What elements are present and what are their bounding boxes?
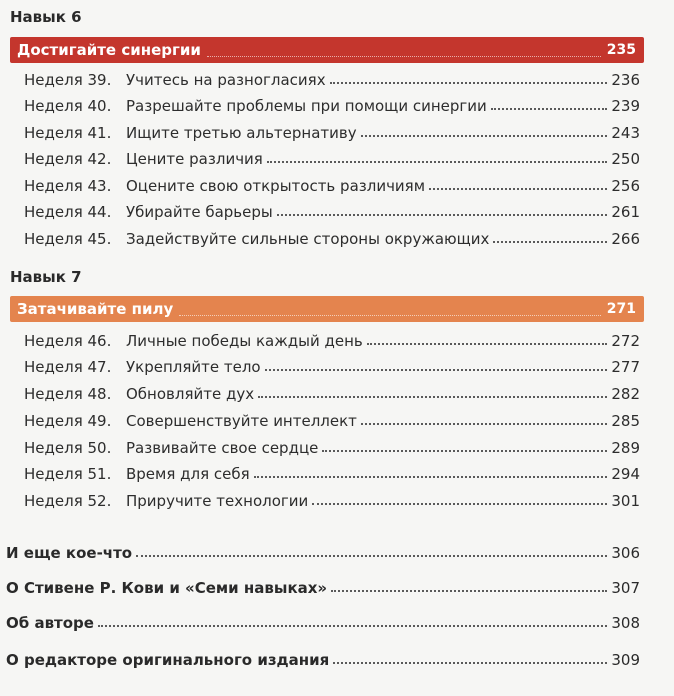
toc-extra-row	[6, 536, 640, 562]
toc-extra-row	[6, 606, 640, 632]
extra-title: О редакторе оригинального издания	[6, 651, 330, 669]
week-number: Неделя 43.	[24, 177, 112, 195]
leader-dots	[136, 555, 607, 557]
page-number: 289	[611, 439, 640, 457]
skill-6-bar	[10, 37, 644, 63]
page-number: 256	[611, 177, 640, 195]
leader-dots	[333, 662, 607, 664]
week-number: Неделя 40.	[24, 97, 112, 115]
week-number: Неделя 45.	[24, 230, 112, 248]
toc-row	[24, 431, 640, 457]
week-number: Неделя 47.	[24, 358, 112, 376]
extra-title: О Стивене Р. Кови и «Семи навыках»	[6, 579, 328, 597]
page-number: 272	[611, 332, 640, 350]
leader-dots	[429, 188, 607, 190]
toc-row	[24, 324, 640, 350]
week-title: Укрепляйте тело	[126, 358, 261, 376]
extra-title: Об авторе	[6, 614, 94, 632]
leader-dots	[322, 450, 607, 452]
toc-row	[24, 116, 640, 142]
page-number: 308	[611, 614, 640, 632]
leader-dots	[98, 625, 607, 627]
week-number: Неделя 49.	[24, 412, 112, 430]
week-number: Неделя 51.	[24, 465, 112, 483]
page-number: 309	[611, 651, 640, 669]
week-title: Личные победы каждый день	[126, 332, 363, 350]
page-number: 277	[611, 358, 640, 376]
week-title: Убирайте барьеры	[126, 203, 273, 221]
week-number: Неделя 50.	[24, 439, 112, 457]
leader-dots	[361, 423, 607, 425]
leader-dots	[258, 396, 607, 398]
week-number: Неделя 44.	[24, 203, 112, 221]
leader-dots	[330, 82, 608, 84]
toc-row	[24, 377, 640, 403]
toc-row	[24, 169, 640, 195]
skill-6-title: Достигайте синергии	[17, 41, 201, 59]
week-title: Ищите третью альтернативу	[126, 124, 357, 142]
week-number: Неделя 52.	[24, 492, 112, 510]
leader-dots	[493, 241, 607, 243]
leader-dots	[207, 44, 601, 57]
skill-7-bar	[10, 296, 644, 322]
week-title: Учитесь на разногласиях	[126, 71, 326, 89]
page-number: 285	[611, 412, 640, 430]
leader-dots	[491, 108, 608, 110]
week-number: Неделя 46.	[24, 332, 112, 350]
skill-7-title: Затачивайте пилу	[17, 300, 174, 318]
leader-dots	[367, 343, 608, 345]
week-title: Время для себя	[126, 465, 250, 483]
week-number: Неделя 42.	[24, 150, 112, 168]
skill-6-heading: Навык 6	[10, 8, 82, 26]
page-number: 294	[611, 465, 640, 483]
toc-extra-row	[6, 643, 640, 669]
leader-dots	[265, 369, 608, 371]
toc-row	[24, 142, 640, 168]
toc-row	[24, 89, 640, 115]
week-title: Обновляйте дух	[126, 385, 255, 403]
page-number: 306	[611, 544, 640, 562]
leader-dots	[277, 214, 608, 216]
leader-dots	[331, 590, 607, 592]
leader-dots	[361, 135, 608, 137]
leader-dots	[267, 161, 608, 163]
week-number: Неделя 48.	[24, 385, 112, 403]
week-title: Совершенствуйте интеллект	[126, 412, 357, 430]
week-title: Разрешайте проблемы при помощи синергии	[126, 97, 487, 115]
toc-row	[24, 457, 640, 483]
page-number: 301	[611, 492, 640, 510]
toc-row	[24, 222, 640, 248]
page-number: 261	[611, 203, 640, 221]
week-title: Развивайте свое сердце	[126, 439, 319, 457]
page-number: 282	[611, 385, 640, 403]
week-title: Оцените свою открытость различиям	[126, 177, 426, 195]
week-title: Цените различия	[126, 150, 263, 168]
toc-row	[24, 195, 640, 221]
toc-row	[24, 350, 640, 376]
page-number: 236	[611, 71, 640, 89]
week-number: Неделя 39.	[24, 71, 112, 89]
page-number: 307	[611, 579, 640, 597]
page-number: 250	[611, 150, 640, 168]
skill-6-page: 235	[606, 42, 636, 58]
leader-dots	[254, 476, 608, 478]
leader-dots	[312, 503, 607, 505]
page-number: 239	[611, 97, 640, 115]
skill-7-heading: Навык 7	[10, 268, 82, 286]
skill-7-page: 271	[606, 301, 636, 317]
week-title: Приручите технологии	[126, 492, 309, 510]
extra-title: И еще кое-что	[6, 544, 133, 562]
toc-row	[24, 63, 640, 89]
page-number: 266	[611, 230, 640, 248]
leader-dots	[179, 303, 601, 316]
week-title: Задействуйте сильные стороны окружающих	[126, 230, 490, 248]
toc-row	[24, 484, 640, 510]
toc-row	[24, 404, 640, 430]
page-number: 243	[611, 124, 640, 142]
toc-extra-row	[6, 571, 640, 597]
week-number: Неделя 41.	[24, 124, 112, 142]
